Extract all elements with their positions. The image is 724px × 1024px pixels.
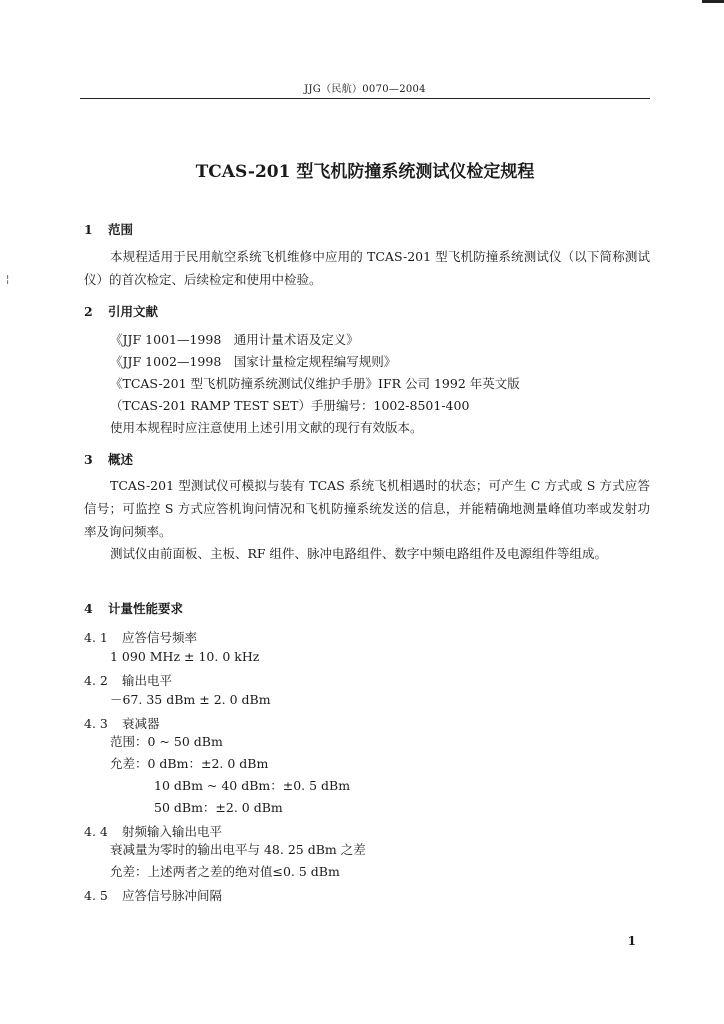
subsection-number: 4. 3: [84, 716, 108, 731]
section-3-heading: [84, 450, 133, 468]
requirement-line: 衰减量为零时的输出电平与 48. 25 dBm 之差: [110, 842, 366, 857]
requirement-line: 范围：0 ~ 50 dBm: [110, 734, 223, 749]
requirement-line: －67. 35 dBm ± 2. 0 dBm: [110, 692, 271, 707]
section-number: 1: [84, 222, 93, 237]
page-number: 1: [627, 934, 636, 948]
subsection-number: 4. 4: [84, 824, 108, 839]
subsection-4-4: [84, 822, 222, 840]
subsection-number: 4. 5: [84, 888, 108, 903]
section-title: 引用文献: [108, 304, 159, 319]
subsection-4-1: [84, 628, 197, 646]
section-number: 3: [84, 452, 93, 467]
section-2-heading: [84, 302, 158, 320]
section-1-text: 本规程适用于民用航空系统飞机维修中应用的 TCAS-201 型飞机防撞系统测试仪（以下简称测试仪）的首次检定、后续检定和使用中检验。: [84, 249, 650, 287]
section-1-heading: [84, 220, 133, 238]
reference-item: 《JJF 1001—1998 通用计量术语及定义》: [110, 332, 359, 347]
subsection-title: 应答信号频率: [122, 630, 198, 645]
subsection-title: 应答信号脉冲间隔: [122, 888, 223, 903]
subsection-4-2: [84, 671, 172, 689]
section-3-paragraph-2: 测试仪由前面板、主板、RF 组件、脉冲电路组件、数字中频电路组件及电源组件等组成。: [110, 546, 608, 561]
reference-note: 使用本规程时应注意使用上述引用文献的现行有效版本。: [110, 420, 423, 435]
section-title: 计量性能要求: [108, 601, 184, 616]
scan-margin-mark: ¦: [6, 274, 10, 285]
subsection-title: 输出电平: [122, 673, 173, 688]
scan-corner-mark: [702, 0, 724, 3]
subsection-number: 4. 2: [84, 673, 108, 688]
section-number: 2: [84, 304, 93, 319]
section-3-paragraph-1: TCAS-201 型测试仪可模拟与装有 TCAS 系统飞机相遇时的状态；可产生 C 方式或 S 方式应答信号；可监控 S 方式应答机询问情况和飞机防撞系统发送的信息，并能精确地测量峰值功率或发射功率及询问频率。: [84, 478, 650, 539]
reference-item: （TCAS-201 RAMP TEST SET）手册编号：1002-8501-400: [110, 398, 470, 413]
requirement-line: 1 090 MHz ± 10. 0 kHz: [110, 649, 260, 664]
page-title: TCAS-201 型飞机防撞系统测试仪检定规程: [195, 162, 535, 182]
subsection-title: 衰减器: [122, 716, 160, 731]
section-title: 概述: [108, 452, 134, 467]
header-rule: [80, 98, 650, 99]
document-code-header: JJG（民航）0070—2004: [304, 84, 426, 95]
requirement-line: 50 dBm：±2. 0 dBm: [154, 800, 283, 815]
subsection-4-5: [84, 886, 222, 904]
subsection-number: 4. 1: [84, 630, 108, 645]
reference-item: 《JJF 1002—1998 国家计量检定规程编写规则》: [110, 354, 397, 369]
reference-item: 《TCAS-201 型飞机防撞系统测试仪维护手册》IFR 公司 1992 年英文版: [110, 376, 520, 391]
section-4-heading: [84, 599, 183, 617]
requirement-line: 允差：上述两者之差的绝对值≤0. 5 dBm: [110, 864, 340, 879]
section-title: 范围: [108, 222, 134, 237]
requirement-line: 允差：0 dBm：±2. 0 dBm: [110, 756, 269, 771]
subsection-title: 射频输入输出电平: [122, 824, 223, 839]
requirement-line: 10 dBm ~ 40 dBm：±0. 5 dBm: [154, 778, 351, 793]
section-number: 4: [84, 601, 93, 616]
subsection-4-3: [84, 714, 160, 732]
